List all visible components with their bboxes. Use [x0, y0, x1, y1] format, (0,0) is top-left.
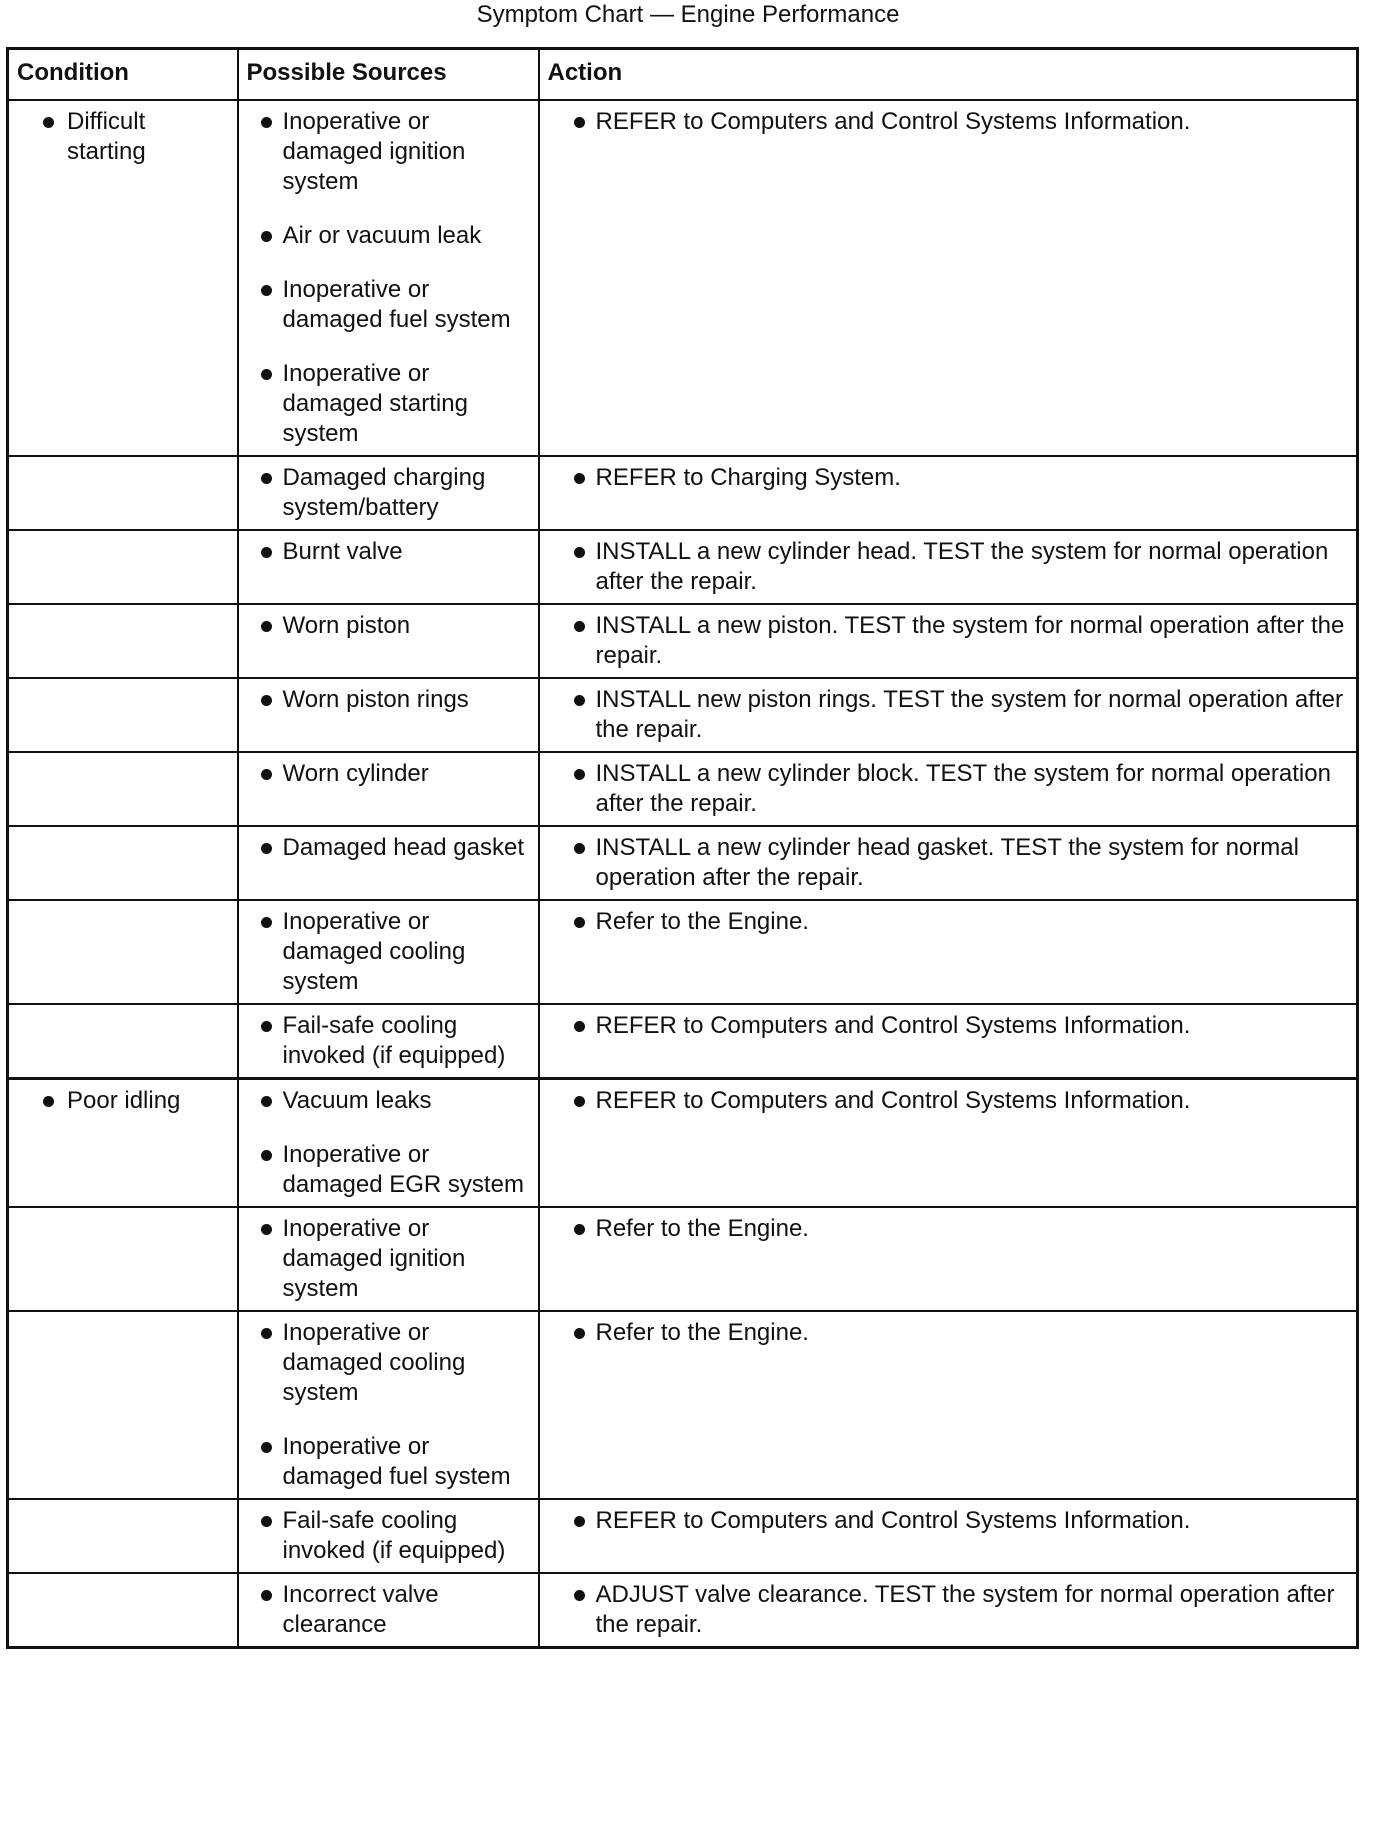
source-text: Worn piston	[282, 612, 411, 639]
source-text: Worn cylinder	[282, 760, 429, 787]
action-text: INSTALL a new cylinder block. TEST the system for normal operation after the repair.	[595, 760, 1331, 817]
bullet-icon	[43, 1096, 54, 1107]
bullet-icon	[574, 1021, 585, 1032]
header-action: Action	[539, 49, 1358, 101]
bullet-icon	[574, 1590, 585, 1601]
possible-sources-cell	[238, 1311, 539, 1499]
action-item	[548, 107, 1349, 137]
bullet-icon	[261, 1442, 272, 1453]
action-cell	[539, 604, 1358, 678]
action-cell	[539, 826, 1358, 900]
action-text: INSTALL a new piston. TEST the system for normal operation after the repair.	[595, 612, 1345, 669]
bullet-icon	[261, 843, 272, 854]
action-item	[548, 907, 1349, 937]
condition-item	[17, 107, 229, 167]
action-cell	[539, 530, 1358, 604]
table-row	[8, 900, 1358, 1004]
bullet-icon	[261, 285, 272, 296]
source-text: Vacuum leaks	[282, 1087, 432, 1114]
bullet-icon	[261, 547, 272, 558]
possible-sources-cell	[238, 1499, 539, 1573]
bullet-icon	[261, 769, 272, 780]
source-item	[247, 1580, 530, 1640]
bullet-icon	[261, 695, 272, 706]
bullet-icon	[261, 1516, 272, 1527]
bullet-icon	[574, 1328, 585, 1339]
source-item	[247, 907, 530, 997]
action-text: INSTALL a new cylinder head gasket. TEST the system for normal operation after the repair.	[595, 834, 1299, 891]
action-text: REFER to Computers and Control Systems Information.	[595, 1507, 1191, 1534]
bullet-icon	[574, 473, 585, 484]
action-cell	[539, 1499, 1358, 1573]
action-cell	[539, 1079, 1358, 1208]
table-row	[8, 1311, 1358, 1499]
table-row	[8, 826, 1358, 900]
possible-sources-cell	[238, 530, 539, 604]
symptom-chart-table	[6, 47, 1359, 1649]
source-item	[247, 1011, 530, 1071]
action-cell	[539, 900, 1358, 1004]
source-text: Air or vacuum leak	[282, 222, 482, 249]
condition-cell	[8, 1311, 238, 1499]
source-text: Inoperative or damaged starting system	[282, 360, 468, 447]
source-item	[247, 221, 530, 251]
source-item	[247, 1214, 530, 1304]
table-row	[8, 530, 1358, 604]
possible-sources-cell	[238, 900, 539, 1004]
header-condition: Condition	[8, 49, 238, 101]
bullet-icon	[574, 621, 585, 632]
source-item	[247, 685, 530, 715]
bullet-icon	[574, 547, 585, 558]
condition-cell	[8, 752, 238, 826]
bullet-icon	[261, 1150, 272, 1161]
action-item	[548, 685, 1349, 745]
action-text: REFER to Computers and Control Systems Information.	[595, 108, 1191, 135]
action-item	[548, 1214, 1349, 1244]
table-header-row	[8, 49, 1358, 101]
condition-cell	[8, 456, 238, 530]
action-cell	[539, 1004, 1358, 1079]
source-item	[247, 107, 530, 197]
condition-text: Difficult starting	[67, 108, 146, 165]
possible-sources-cell	[238, 1079, 539, 1208]
table-row	[8, 100, 1358, 456]
source-item	[247, 1318, 530, 1408]
condition-cell	[8, 826, 238, 900]
source-text: Incorrect valve clearance	[282, 1581, 439, 1638]
action-item	[548, 1086, 1349, 1116]
header-possible-sources: Possible Sources	[238, 49, 539, 101]
action-item	[548, 1580, 1349, 1640]
source-text: Fail-safe cooling invoked (if equipped)	[282, 1012, 506, 1069]
condition-cell	[8, 1207, 238, 1311]
source-item	[247, 1140, 530, 1200]
source-item	[247, 537, 530, 567]
possible-sources-cell	[238, 826, 539, 900]
source-text: Inoperative or damaged EGR system	[282, 1141, 524, 1198]
action-text: Refer to the Engine.	[595, 908, 809, 935]
action-item	[548, 463, 1349, 493]
bullet-icon	[261, 917, 272, 928]
bullet-icon	[261, 1328, 272, 1339]
action-item	[548, 1318, 1349, 1348]
bullet-icon	[261, 1224, 272, 1235]
page-title: Symptom Chart — Engine Performance	[476, 1, 900, 28]
bullet-icon	[261, 117, 272, 128]
table-row	[8, 1207, 1358, 1311]
action-item	[548, 759, 1349, 819]
action-item	[548, 1011, 1349, 1041]
bullet-icon	[261, 1021, 272, 1032]
table-row	[8, 456, 1358, 530]
source-text: Worn piston rings	[282, 686, 469, 713]
condition-cell	[8, 678, 238, 752]
table-row	[8, 678, 1358, 752]
source-text: Inoperative or damaged cooling system	[282, 1319, 466, 1406]
source-item	[247, 275, 530, 335]
source-item	[247, 1432, 530, 1492]
action-text: INSTALL a new cylinder head. TEST the system for normal operation after the repair.	[595, 538, 1329, 595]
source-text: Damaged charging system/battery	[282, 464, 486, 521]
source-item	[247, 833, 530, 863]
condition-cell	[8, 1004, 238, 1079]
condition-cell	[8, 900, 238, 1004]
action-text: Refer to the Engine.	[595, 1215, 809, 1242]
source-item	[247, 1086, 530, 1116]
action-cell	[539, 1207, 1358, 1311]
condition-cell	[8, 1499, 238, 1573]
bullet-icon	[261, 369, 272, 380]
source-text: Burnt valve	[282, 538, 403, 565]
source-text: Inoperative or damaged fuel system	[282, 1433, 511, 1490]
source-text: Fail-safe cooling invoked (if equipped)	[282, 1507, 506, 1564]
possible-sources-cell	[238, 604, 539, 678]
table-row	[8, 1499, 1358, 1573]
action-item	[548, 611, 1349, 671]
bullet-icon	[261, 1096, 272, 1107]
source-text: Inoperative or damaged ignition system	[282, 108, 466, 195]
action-cell	[539, 678, 1358, 752]
condition-cell	[8, 604, 238, 678]
action-cell	[539, 100, 1358, 456]
bullet-icon	[574, 917, 585, 928]
action-cell	[539, 456, 1358, 530]
source-text: Inoperative or damaged ignition system	[282, 1215, 466, 1302]
bullet-icon	[574, 117, 585, 128]
table-body	[8, 100, 1358, 1648]
possible-sources-cell	[238, 1573, 539, 1648]
source-item	[247, 1506, 530, 1566]
bullet-icon	[261, 1590, 272, 1601]
condition-cell	[8, 1573, 238, 1648]
condition-item	[17, 1086, 229, 1116]
bullet-icon	[574, 695, 585, 706]
action-item	[548, 537, 1349, 597]
source-text: Inoperative or damaged cooling system	[282, 908, 466, 995]
possible-sources-cell	[238, 1207, 539, 1311]
bullet-icon	[574, 1516, 585, 1527]
bullet-icon	[261, 473, 272, 484]
bullet-icon	[574, 769, 585, 780]
action-item	[548, 833, 1349, 893]
action-item	[548, 1506, 1349, 1536]
action-cell	[539, 752, 1358, 826]
table-row	[8, 1079, 1358, 1208]
possible-sources-cell	[238, 100, 539, 456]
action-text: ADJUST valve clearance. TEST the system for normal operation after the repair.	[595, 1581, 1335, 1638]
condition-cell	[8, 530, 238, 604]
action-text: REFER to Computers and Control Systems Information.	[595, 1012, 1191, 1039]
source-item	[247, 359, 530, 449]
bullet-icon	[574, 1224, 585, 1235]
condition-text: Poor idling	[67, 1087, 181, 1114]
source-item	[247, 463, 530, 523]
action-text: REFER to Charging System.	[595, 464, 901, 491]
action-cell	[539, 1573, 1358, 1648]
action-cell	[539, 1311, 1358, 1499]
action-text: REFER to Computers and Control Systems Information.	[595, 1087, 1191, 1114]
source-item	[247, 759, 530, 789]
action-text: INSTALL new piston rings. TEST the system for normal operation after the repair.	[595, 686, 1343, 743]
table-row	[8, 1573, 1358, 1648]
action-text: Refer to the Engine.	[595, 1319, 809, 1346]
bullet-icon	[261, 621, 272, 632]
condition-cell	[8, 100, 238, 456]
source-text: Inoperative or damaged fuel system	[282, 276, 511, 333]
bullet-icon	[43, 117, 54, 128]
source-item	[247, 611, 530, 641]
source-text: Damaged head gasket	[282, 834, 524, 861]
possible-sources-cell	[238, 752, 539, 826]
bullet-icon	[261, 231, 272, 242]
possible-sources-cell	[238, 678, 539, 752]
table-row	[8, 752, 1358, 826]
table-row	[8, 604, 1358, 678]
condition-cell	[8, 1079, 238, 1208]
table-row	[8, 1004, 1358, 1079]
possible-sources-cell	[238, 1004, 539, 1079]
possible-sources-cell	[238, 456, 539, 530]
bullet-icon	[574, 843, 585, 854]
bullet-icon	[574, 1096, 585, 1107]
